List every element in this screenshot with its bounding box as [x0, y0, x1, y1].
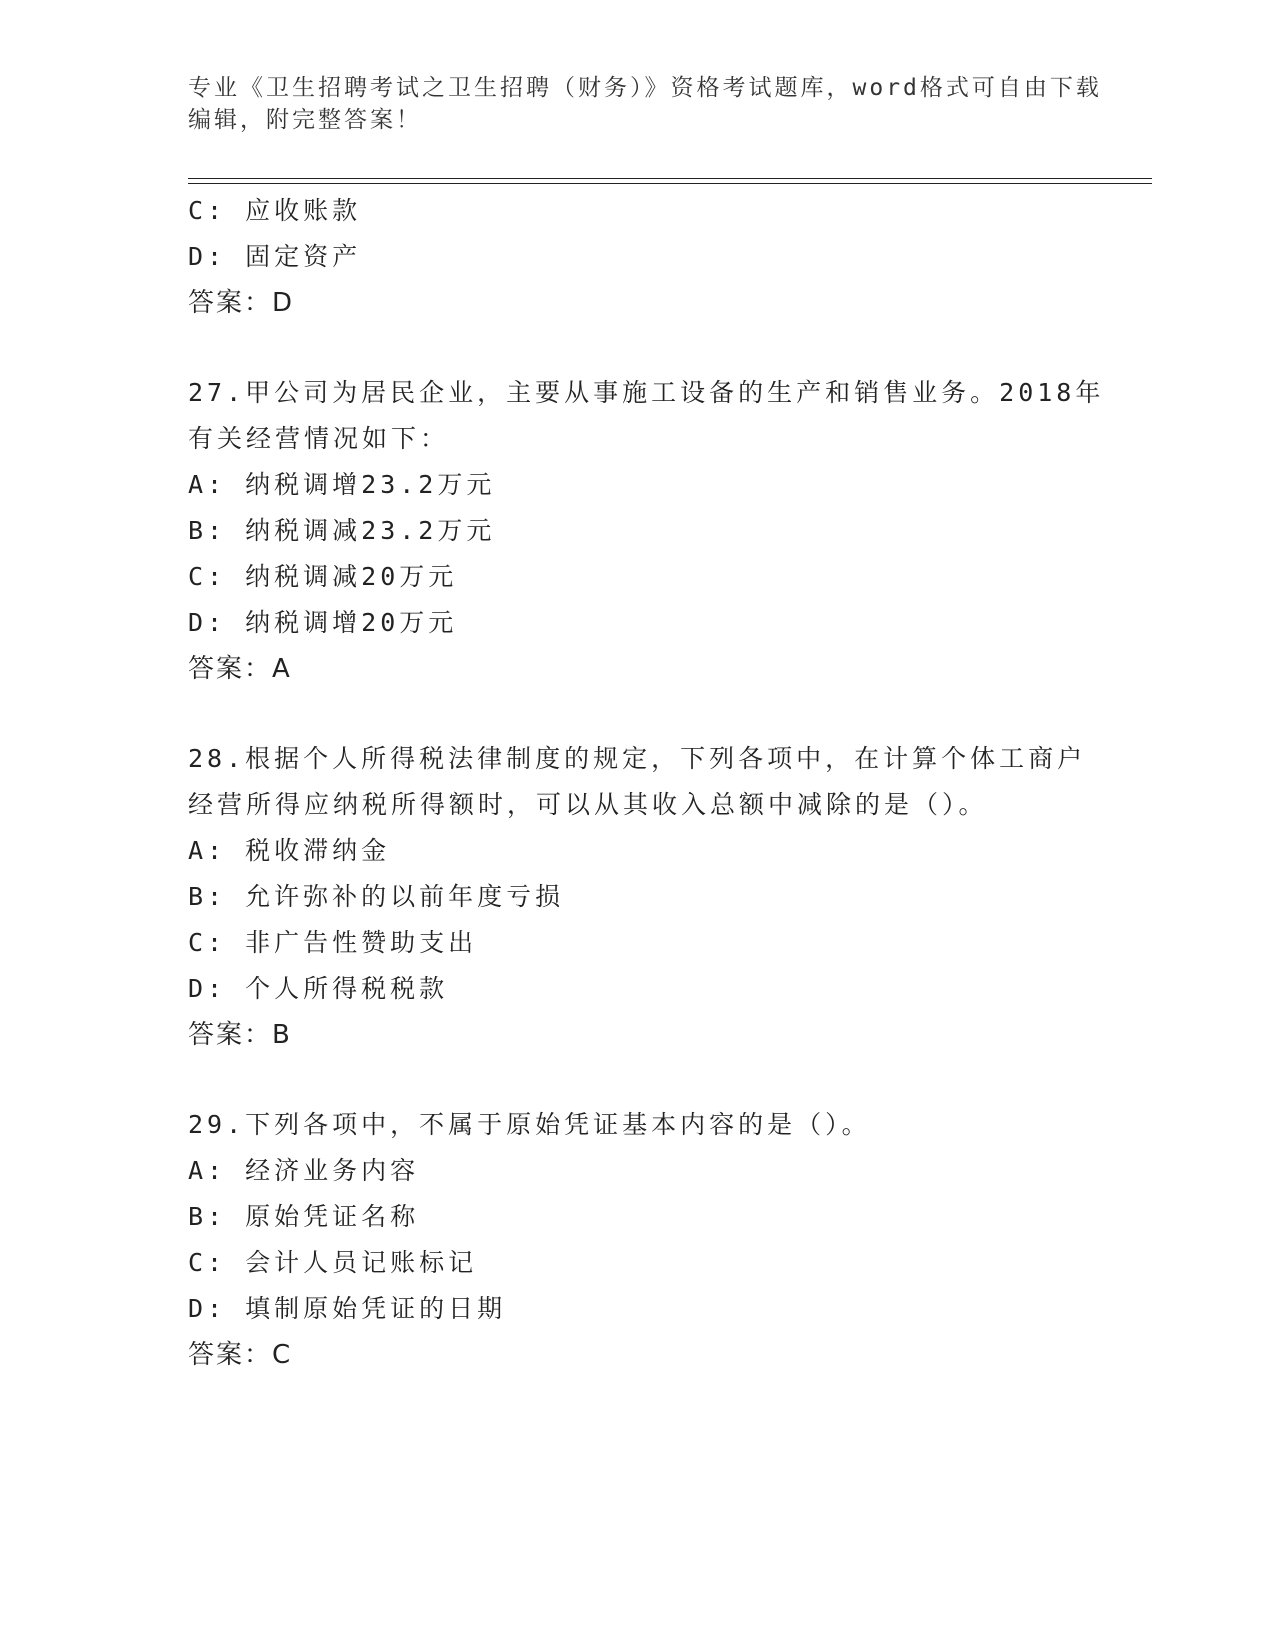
answer-line: 答案：D	[188, 288, 295, 318]
option-a: A: 纳税调增23.2万元	[188, 470, 496, 499]
question-28	[188, 736, 1108, 1058]
header-divider-bottom	[188, 183, 1152, 184]
answer-line: 答案：B	[188, 1020, 292, 1050]
document-body	[188, 188, 1108, 1378]
question-27	[188, 370, 1108, 692]
option-c: C: 会计人员记账标记	[188, 1248, 478, 1277]
question-text-line: 27.甲公司为居民企业，主要从事施工设备的生产和销售业务。2018年	[188, 378, 1105, 407]
question-29	[188, 1102, 1108, 1378]
option-d: D: 个人所得税税款	[188, 974, 449, 1003]
option-b: B: 纳税调减23.2万元	[188, 516, 496, 545]
answer-line: 答案：C	[188, 1340, 293, 1370]
option-a: A: 税收滞纳金	[188, 836, 391, 865]
option-c: C: 非广告性赞助支出	[188, 928, 478, 957]
question-text-line: 28.根据个人所得税法律制度的规定，下列各项中，在计算个体工商户	[188, 744, 1087, 773]
partial-question	[188, 188, 1108, 326]
option-b: B: 原始凭证名称	[188, 1202, 420, 1231]
answer-line: 答案：A	[188, 654, 292, 684]
option-b: B: 允许弥补的以前年度亏损	[188, 882, 565, 911]
option-c: C: 应收账款	[188, 196, 362, 225]
option-c: C: 纳税调减20万元	[188, 562, 458, 591]
option-d: D: 纳税调增20万元	[188, 608, 458, 637]
option-a: A: 经济业务内容	[188, 1156, 420, 1185]
question-text-line: 有关经营情况如下：	[188, 424, 450, 453]
header-line-1: 专业《卫生招聘考试之卫生招聘（财务）》资格考试题库，word格式可自由下载	[188, 75, 1102, 101]
question-text-line: 经营所得应纳税所得额时，可以从其收入总额中减除的是（）。	[188, 790, 988, 819]
option-d: D: 固定资产	[188, 242, 362, 271]
question-text-line: 29.下列各项中，不属于原始凭证基本内容的是（）。	[188, 1110, 871, 1139]
option-d: D: 填制原始凭证的日期	[188, 1294, 507, 1323]
header-divider-top	[188, 178, 1152, 179]
document-header	[188, 72, 1102, 136]
header-line-2: 编辑，附完整答案！	[188, 107, 422, 133]
